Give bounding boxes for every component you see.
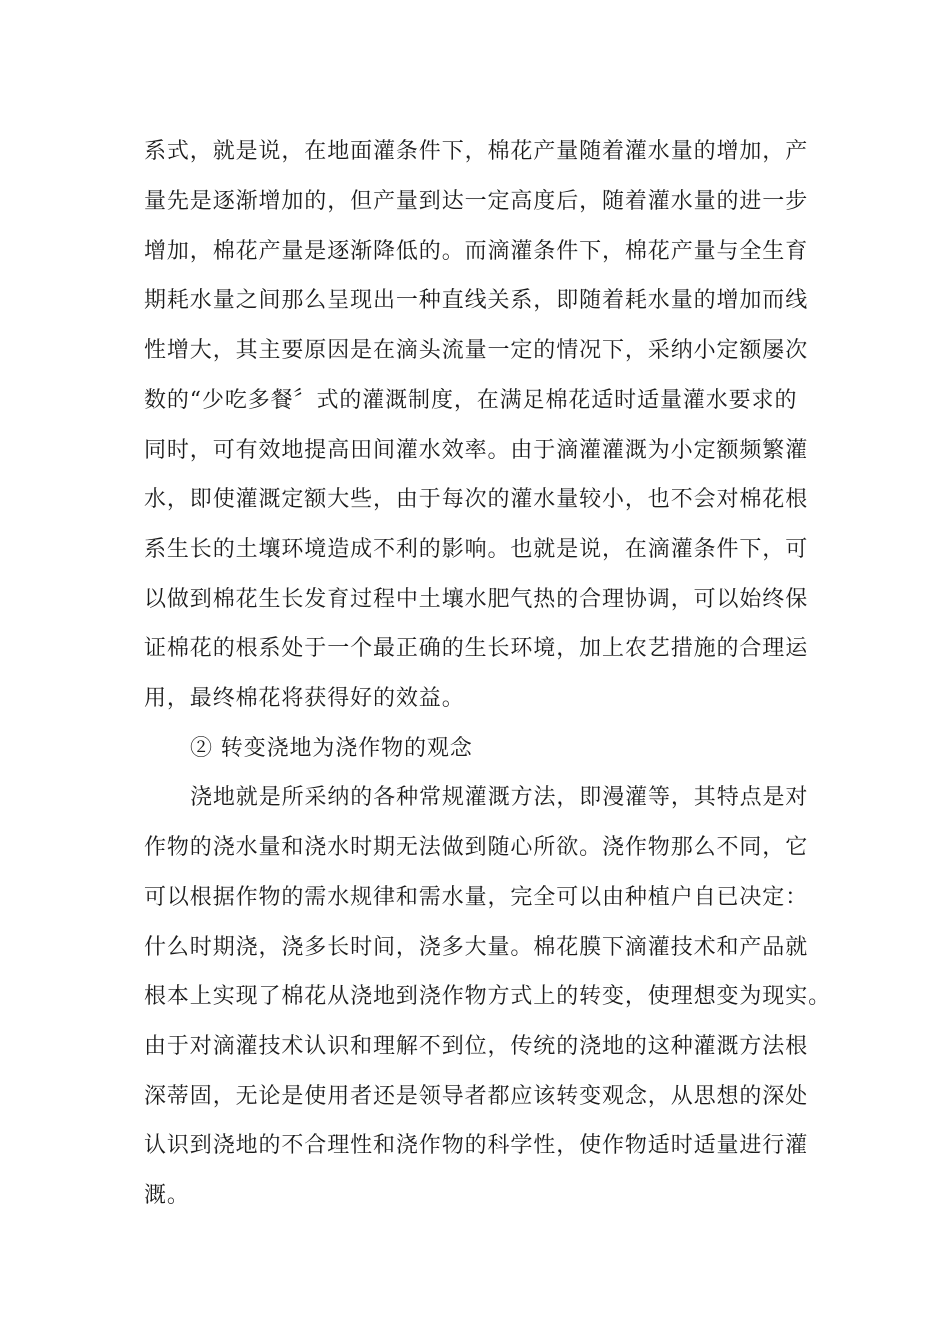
- text-line: 数的“少吃多餐〞式的灌溉制度，在满足棉花适时适量灌水要求的: [144, 388, 798, 413]
- text-line: 以做到棉花生长发育过程中土壤水肥气热的合理协调，可以始终保: [144, 587, 809, 612]
- text-line: 水，即使灌溉定额大些，由于每次的灌水量较小，也不会对棉花根: [144, 487, 809, 512]
- text-line: 由于对滴灌技术认识和理解不到位，传统的浇地的这种灌溉方法根: [144, 1034, 809, 1059]
- text-line: 根本上实现了棉花从浇地到浇作物方式上的转变，使理想变为现实。: [144, 984, 832, 1009]
- text-line: 什么时期浇，浇多长时间，浇多大量。棉花膜下滴灌技术和产品就: [144, 935, 809, 960]
- text-line: 同时，可有效地提高田间灌水效率。由于滴灌灌溉为小定额频繁灌: [144, 438, 809, 463]
- text-line: 证棉花的根系处于一个最正确的生长环境，加上农艺措施的合理运: [144, 636, 809, 661]
- paragraph-first-line: 浇地就是所采纳的各种常规灌溉方法，即漫灌等，其特点是对: [190, 785, 809, 810]
- text-line: 量先是逐渐增加的，但产量到达一定高度后，随着灌水量的进一步: [144, 189, 809, 214]
- text-line: 深蒂固，无论是使用者还是领导者都应该转变观念，从思想的深处: [144, 1084, 809, 1109]
- text-line: 性增大，其主要原因是在滴头流量一定的情况下，采纳小定额屡次: [144, 338, 809, 363]
- text-line: 可以根据作物的需水规律和需水量，完全可以由种植户自已决定：: [144, 885, 809, 910]
- text-line: 系式，就是说，在地面灌条件下，棉花产量随着灌水量的增加，产: [144, 139, 809, 164]
- text-line: 用，最终棉花将获得好的效益。: [144, 686, 465, 711]
- text-line: 认识到浇地的不合理性和浇作物的科学性，使作物适时适量进行灌: [144, 1133, 809, 1158]
- text-line: 作物的浇水量和浇水时期无法做到随心所欲。浇作物那么不同，它: [144, 835, 809, 860]
- section-heading: ② 转变浇地为浇作物的观念: [190, 736, 473, 761]
- text-line: 系生长的土壤环境造成不利的影响。也就是说，在滴灌条件下，可: [144, 537, 809, 562]
- text-line: 溉。: [144, 1183, 190, 1208]
- text-line: 增加，棉花产量是逐渐降低的。而滴灌条件下，棉花产量与全生育: [144, 239, 809, 264]
- text-line: 期耗水量之间那么呈现出一种直线关系，即随着耗水量的增加而线: [144, 288, 809, 313]
